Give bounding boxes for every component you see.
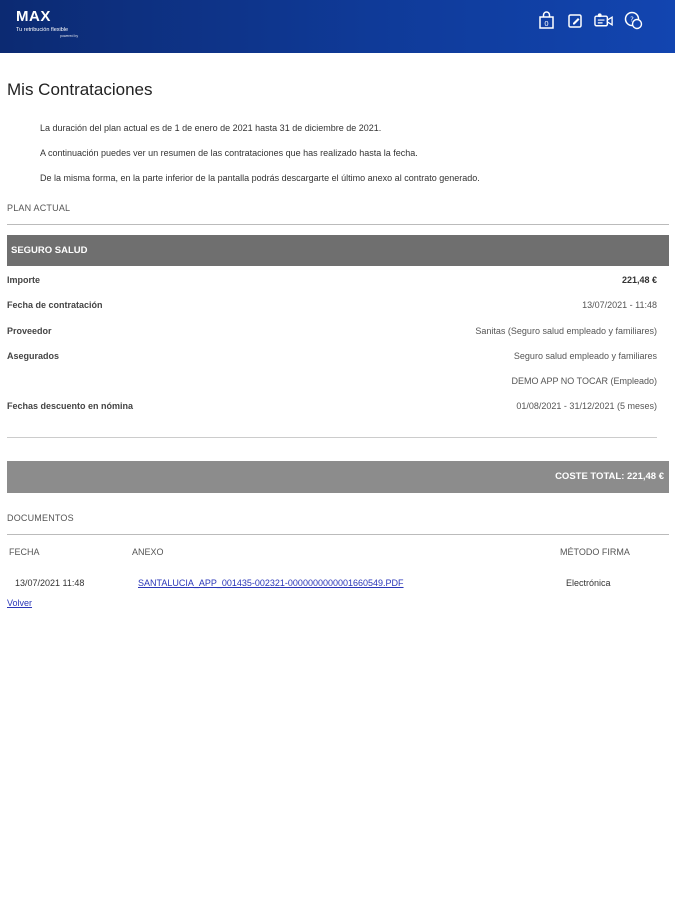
detail-row-asegurados (7, 348, 657, 373)
shopping-bag-icon[interactable] (536, 9, 556, 31)
document-date: 13/07/2021 11:48 (15, 578, 85, 588)
logo-title: MAX (16, 8, 51, 25)
detail-label: Proveedor (7, 325, 52, 336)
header-icon-bar (536, 9, 643, 31)
detail-row-proveedor (7, 323, 657, 348)
divider (7, 534, 669, 535)
detail-value: 01/08/2021 - 31/12/2021 (5 meses) (516, 401, 657, 412)
plan-actual-label: PLAN ACTUAL (7, 203, 71, 213)
detail-value: Sanitas (Seguro salud empleado y familiares) (475, 325, 657, 336)
detail-row-fechas-descuento (7, 398, 657, 423)
svg-text:0: 0 (543, 19, 549, 28)
column-header-fecha: FECHA (9, 547, 40, 557)
detail-label: Fechas descuento en nómina (7, 401, 134, 412)
divider (7, 437, 657, 438)
detail-row-fecha-contratacion (7, 297, 657, 322)
detail-row-importe (7, 272, 657, 297)
intro-paragraph: De la misma forma, en la parte inferior de la pantalla podrás descargarte el último anexo al contrato generado. (40, 173, 480, 183)
detail-row-asegurado-extra (7, 373, 657, 398)
back-link[interactable]: Volver (7, 598, 33, 608)
column-header-anexo: ANEXO (132, 547, 164, 557)
intro-paragraph: A continuación puedes ver un resumen de las contrataciones que has realizado hasta la fecha. (40, 148, 418, 158)
logo-subtitle: Tu retribución flexible (16, 27, 69, 33)
intro-paragraph: La duración del plan actual es de 1 de enero de 2021 hasta 31 de diciembre de 2021. (40, 123, 382, 133)
column-header-metodo-firma: MÉTODO FIRMA (560, 547, 630, 557)
top-header (0, 0, 675, 53)
total-cost-bar: COSTE TOTAL: 221,48 € (7, 461, 669, 493)
detail-value: DEMO APP NO TOCAR (Empleado) (511, 376, 657, 387)
detail-value: 13/07/2021 - 11:48 (582, 300, 657, 311)
documentos-label: DOCUMENTOS (7, 513, 74, 523)
help-chat-icon[interactable] (623, 9, 643, 31)
detail-label: Asegurados (7, 350, 60, 361)
detail-value: 221,48 € (621, 275, 657, 285)
detail-value: Seguro salud empleado y familiares (513, 350, 657, 361)
document-edit-icon[interactable] (565, 9, 585, 31)
document-download-link[interactable]: SANTALUCIA_APP_001435-002321-0000000000001660549.PDF (138, 578, 404, 588)
svg-text:?: ? (629, 15, 634, 23)
max-logo[interactable] (16, 9, 78, 39)
divider (7, 224, 669, 225)
detail-label: Importe (7, 275, 41, 285)
detail-label: Fecha de contratación (7, 300, 103, 311)
page-title: Mis Contrataciones (7, 80, 153, 99)
document-signature-method: Electrónica (566, 578, 611, 588)
video-chat-icon[interactable] (594, 9, 614, 31)
intro-text (40, 121, 480, 196)
logo-tagline: powered by (60, 34, 79, 38)
product-header-bar: SEGURO SALUD (7, 235, 669, 266)
plan-details (7, 272, 657, 424)
